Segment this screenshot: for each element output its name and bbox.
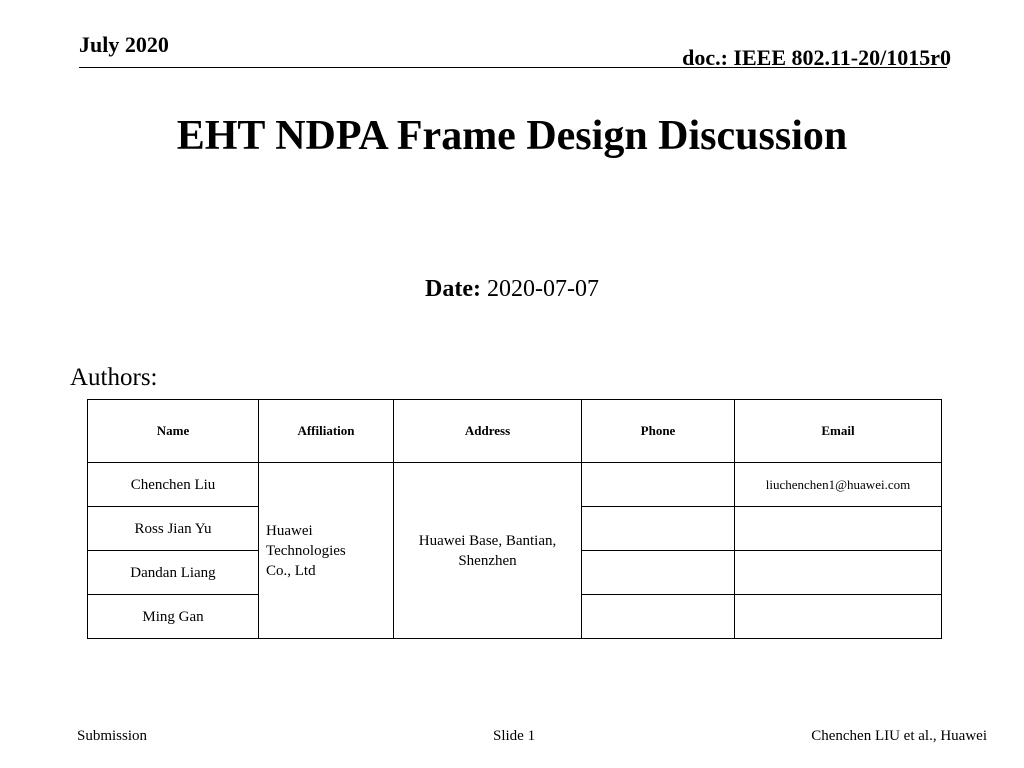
header-divider [79,67,947,68]
email-cell [735,595,942,639]
email-cell [735,507,942,551]
table-header-row [88,400,942,463]
affiliation-line: Huawei [266,522,313,539]
column-header-name: Name [88,400,259,463]
footer-submission: Submission [77,728,148,744]
authors-label: Authors: [70,364,158,391]
column-header-phone: Phone [582,400,735,463]
column-header-address: Address [394,400,582,463]
column-header-email: Email [735,400,942,463]
footer-slide-number: Slide 1 [493,728,536,744]
address-cell [394,463,582,639]
affiliation-line: Co., Ltd [266,562,316,579]
phone-cell [582,463,735,507]
author-name-cell: Chenchen Liu [88,463,259,507]
author-name-cell: Dandan Liang [88,551,259,595]
phone-cell [582,507,735,551]
address-line: Huawei Base, Bantian, [418,532,557,549]
authors-table [87,399,942,639]
address-line: Shenzhen [458,552,517,569]
date-line [0,276,1024,303]
footer-authors: Chenchen LIU et al., Huawei [811,728,987,744]
date-value: 2020-07-07 [486,276,599,302]
header-date: July 2020 [79,32,169,57]
table-row [88,463,942,507]
date-label: Date: [425,276,481,302]
author-name-cell: Ross Jian Yu [88,507,259,551]
phone-cell [582,595,735,639]
column-header-affiliation: Affiliation [259,400,394,463]
email-cell: liuchenchen1@huawei.com [735,463,942,507]
header-doc-id: doc.: IEEE 802.11-20/1015r0 [682,45,951,70]
slide-title: EHT NDPA Frame Design Discussion [176,113,848,159]
author-name-cell: Ming Gan [88,595,259,639]
email-cell [735,551,942,595]
affiliation-line: Technologies [266,542,346,559]
phone-cell [582,551,735,595]
affiliation-cell [259,463,394,639]
